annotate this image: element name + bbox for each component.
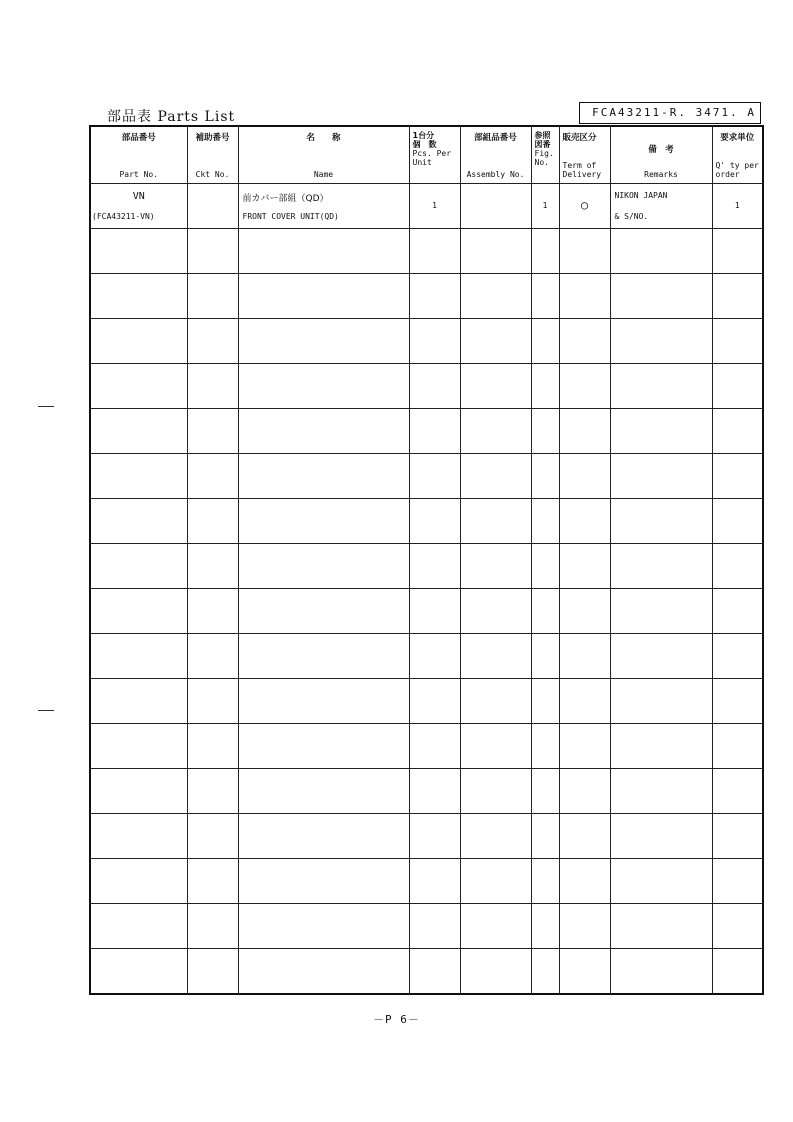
table-row-empty (90, 904, 763, 949)
table-cell-empty (90, 634, 187, 679)
table-cell-empty (238, 544, 409, 589)
table-cell-empty (610, 229, 712, 274)
table-cell-empty (531, 859, 559, 904)
table-cell-empty (238, 454, 409, 499)
table-cell-empty (409, 229, 460, 274)
table-cell-empty (531, 409, 559, 454)
table-cell-empty (460, 544, 531, 589)
table-cell-empty (187, 859, 238, 904)
table-cell-empty (187, 274, 238, 319)
table-cell-empty (712, 859, 763, 904)
cell-part-no: VN (FCA43211-VN) (90, 184, 187, 229)
table-cell-empty (460, 814, 531, 859)
table-cell-empty (90, 589, 187, 634)
table-cell-empty (90, 364, 187, 409)
table-cell-empty (712, 454, 763, 499)
table-cell-empty (531, 319, 559, 364)
table-cell-empty (712, 544, 763, 589)
table-cell-empty (559, 769, 610, 814)
table-row-empty (90, 364, 763, 409)
table-row-empty (90, 319, 763, 364)
table-cell-empty (712, 949, 763, 994)
table-cell-empty (90, 904, 187, 949)
table-cell-empty (712, 409, 763, 454)
table-cell-empty (238, 814, 409, 859)
table-cell-empty (187, 949, 238, 994)
table-cell-empty (610, 904, 712, 949)
table-cell-empty (187, 904, 238, 949)
table-cell-empty (610, 589, 712, 634)
table-cell-empty (712, 319, 763, 364)
table-cell-empty (559, 679, 610, 724)
table-cell-empty (531, 634, 559, 679)
table-cell-empty (531, 904, 559, 949)
parts-table (89, 125, 764, 995)
table-cell-empty (531, 769, 559, 814)
table-cell-empty (460, 634, 531, 679)
table-cell-empty (460, 859, 531, 904)
table-cell-empty (712, 229, 763, 274)
table-cell-empty (712, 634, 763, 679)
table-cell-empty (238, 769, 409, 814)
table-cell-empty (90, 319, 187, 364)
table-cell-empty (409, 319, 460, 364)
table-cell-empty (460, 769, 531, 814)
table-cell-empty (610, 769, 712, 814)
table-cell-empty (187, 544, 238, 589)
table-row-empty (90, 274, 763, 319)
table-cell-empty (90, 859, 187, 904)
table-cell-empty (238, 409, 409, 454)
table-cell-empty (610, 499, 712, 544)
table-row-empty (90, 499, 763, 544)
table-cell-empty (531, 589, 559, 634)
table-cell-empty (187, 499, 238, 544)
table-cell-empty (531, 229, 559, 274)
table-cell-empty (712, 679, 763, 724)
document-code: FCA43211-R. 3471. A (579, 102, 761, 124)
table-row-empty (90, 679, 763, 724)
table-cell-empty (460, 724, 531, 769)
table-cell-empty (531, 679, 559, 724)
table-cell-empty (238, 274, 409, 319)
table-cell-empty (610, 679, 712, 724)
table-cell-empty (610, 814, 712, 859)
table-cell-empty (610, 364, 712, 409)
table-cell-empty (460, 364, 531, 409)
table-cell-empty (460, 589, 531, 634)
table-cell-empty (712, 589, 763, 634)
table-cell-empty (90, 229, 187, 274)
table-cell-empty (559, 634, 610, 679)
header-qty-per-order: 要求単位 Q' ty per order (712, 126, 763, 184)
table-cell-empty (610, 274, 712, 319)
table-cell-empty (610, 454, 712, 499)
table-cell-empty (409, 769, 460, 814)
table-row-empty (90, 454, 763, 499)
margin-mark (38, 710, 54, 711)
table-cell-empty (531, 814, 559, 859)
table-cell-empty (409, 364, 460, 409)
table-cell-empty (409, 409, 460, 454)
table-cell-empty (531, 724, 559, 769)
table-cell-empty (460, 274, 531, 319)
table-cell-empty (187, 319, 238, 364)
table-cell-empty (187, 409, 238, 454)
margin-mark (38, 406, 54, 407)
table-cell-empty (90, 274, 187, 319)
table-cell-empty (559, 589, 610, 634)
table-cell-empty (238, 724, 409, 769)
table-cell-empty (409, 589, 460, 634)
table-cell-empty (712, 499, 763, 544)
table-cell-empty (460, 904, 531, 949)
table-cell-empty (610, 949, 712, 994)
table-cell-empty (559, 409, 610, 454)
page-number: －P 6－ (373, 1013, 420, 1026)
table-cell-empty (712, 814, 763, 859)
table-cell-empty (409, 679, 460, 724)
table-cell-empty (409, 499, 460, 544)
table-cell-empty (409, 904, 460, 949)
table-cell-empty (238, 949, 409, 994)
header-term-of-delivery: 販売区分 Term of Delivery (559, 126, 610, 184)
table-row-empty (90, 949, 763, 994)
table-cell-empty (531, 544, 559, 589)
table-row-empty (90, 769, 763, 814)
table-cell-empty (460, 679, 531, 724)
cell-fig-no: 1 (531, 184, 559, 229)
table-cell-empty (238, 589, 409, 634)
table-cell-empty (238, 634, 409, 679)
cell-pcs-per-unit: 1 (409, 184, 460, 229)
table-cell-empty (559, 724, 610, 769)
table-cell-empty (90, 679, 187, 724)
table-cell-empty (409, 634, 460, 679)
cell-qty-per-order: 1 (712, 184, 763, 229)
table-cell-empty (610, 634, 712, 679)
table-cell-empty (187, 769, 238, 814)
table-cell-empty (531, 274, 559, 319)
table-cell-empty (712, 364, 763, 409)
header-pcs-per-unit: 1台分 個 数 Pcs. Per Unit (409, 126, 460, 184)
table-cell-empty (187, 724, 238, 769)
table-cell-empty (610, 544, 712, 589)
table-row-empty (90, 634, 763, 679)
table-cell-empty (559, 499, 610, 544)
table-cell-empty (460, 949, 531, 994)
table-cell-empty (531, 499, 559, 544)
table-cell-empty (610, 409, 712, 454)
table-cell-empty (90, 814, 187, 859)
table-cell-empty (712, 904, 763, 949)
table-cell-empty (460, 409, 531, 454)
table-row-empty (90, 409, 763, 454)
table-cell-empty (409, 949, 460, 994)
table-cell-empty (90, 724, 187, 769)
table-cell-empty (187, 634, 238, 679)
table-cell-empty (559, 859, 610, 904)
table-row-empty (90, 589, 763, 634)
table-cell-empty (559, 274, 610, 319)
table-cell-empty (409, 724, 460, 769)
table-cell-empty (90, 454, 187, 499)
table-cell-empty (460, 499, 531, 544)
table-cell-empty (238, 679, 409, 724)
table-cell-empty (460, 319, 531, 364)
table-cell-empty (187, 229, 238, 274)
page-title: 部品表 Parts List (107, 109, 236, 125)
table-cell-empty (187, 589, 238, 634)
table-cell-empty (531, 364, 559, 409)
table-row-empty (90, 814, 763, 859)
table-cell-empty (238, 229, 409, 274)
table-cell-empty (559, 904, 610, 949)
table-cell-empty (90, 949, 187, 994)
table-cell-empty (409, 814, 460, 859)
table-cell-empty (460, 229, 531, 274)
table-cell-empty (559, 454, 610, 499)
table-cell-empty (409, 274, 460, 319)
header-ckt-no: 補助番号 Ckt No. (187, 126, 238, 184)
table-cell-empty (460, 454, 531, 499)
table-cell-empty (90, 409, 187, 454)
table-cell-empty (187, 814, 238, 859)
table-cell-empty (238, 904, 409, 949)
table-cell-empty (559, 949, 610, 994)
table-cell-empty (238, 859, 409, 904)
table-cell-empty (187, 364, 238, 409)
header-remarks: 備 考 Remarks (610, 126, 712, 184)
delivery-circle-mark: ○ (580, 198, 589, 212)
table-cell-empty (610, 319, 712, 364)
table-header-row (90, 126, 763, 184)
table-cell-empty (531, 949, 559, 994)
table-cell-empty (90, 544, 187, 589)
table-cell-empty (409, 454, 460, 499)
table-cell-empty (90, 769, 187, 814)
table-row-empty (90, 724, 763, 769)
table-cell-empty (409, 859, 460, 904)
header-part-no: 部品番号 Part No. (90, 126, 187, 184)
cell-remarks: NIKON JAPAN & S/NO. (610, 184, 712, 229)
table-row (90, 184, 763, 229)
table-cell-empty (187, 679, 238, 724)
table-row-empty (90, 859, 763, 904)
table-row-empty (90, 544, 763, 589)
table-cell-empty (559, 814, 610, 859)
table-cell-empty (409, 544, 460, 589)
table-cell-empty (238, 319, 409, 364)
cell-assembly-no (460, 184, 531, 229)
table-cell-empty (712, 769, 763, 814)
cell-term-of-delivery (559, 184, 610, 229)
header-assembly-no: 部組品番号 Assembly No. (460, 126, 531, 184)
table-cell-empty (712, 274, 763, 319)
table-cell-empty (559, 544, 610, 589)
header-name: 名 称 Name (238, 126, 409, 184)
cell-ckt-no (187, 184, 238, 229)
table-cell-empty (610, 724, 712, 769)
header-fig-no: 参照 図番 Fig. No. (531, 126, 559, 184)
table-row-empty (90, 229, 763, 274)
table-cell-empty (531, 454, 559, 499)
table-cell-empty (238, 364, 409, 409)
cell-name: 前カバー部組（QD） FRONT COVER UNIT(QD) (238, 184, 409, 229)
table-cell-empty (559, 364, 610, 409)
table-cell-empty (559, 229, 610, 274)
table-cell-empty (187, 454, 238, 499)
table-cell-empty (610, 859, 712, 904)
table-cell-empty (238, 499, 409, 544)
table-cell-empty (90, 499, 187, 544)
table-cell-empty (559, 319, 610, 364)
table-cell-empty (712, 724, 763, 769)
